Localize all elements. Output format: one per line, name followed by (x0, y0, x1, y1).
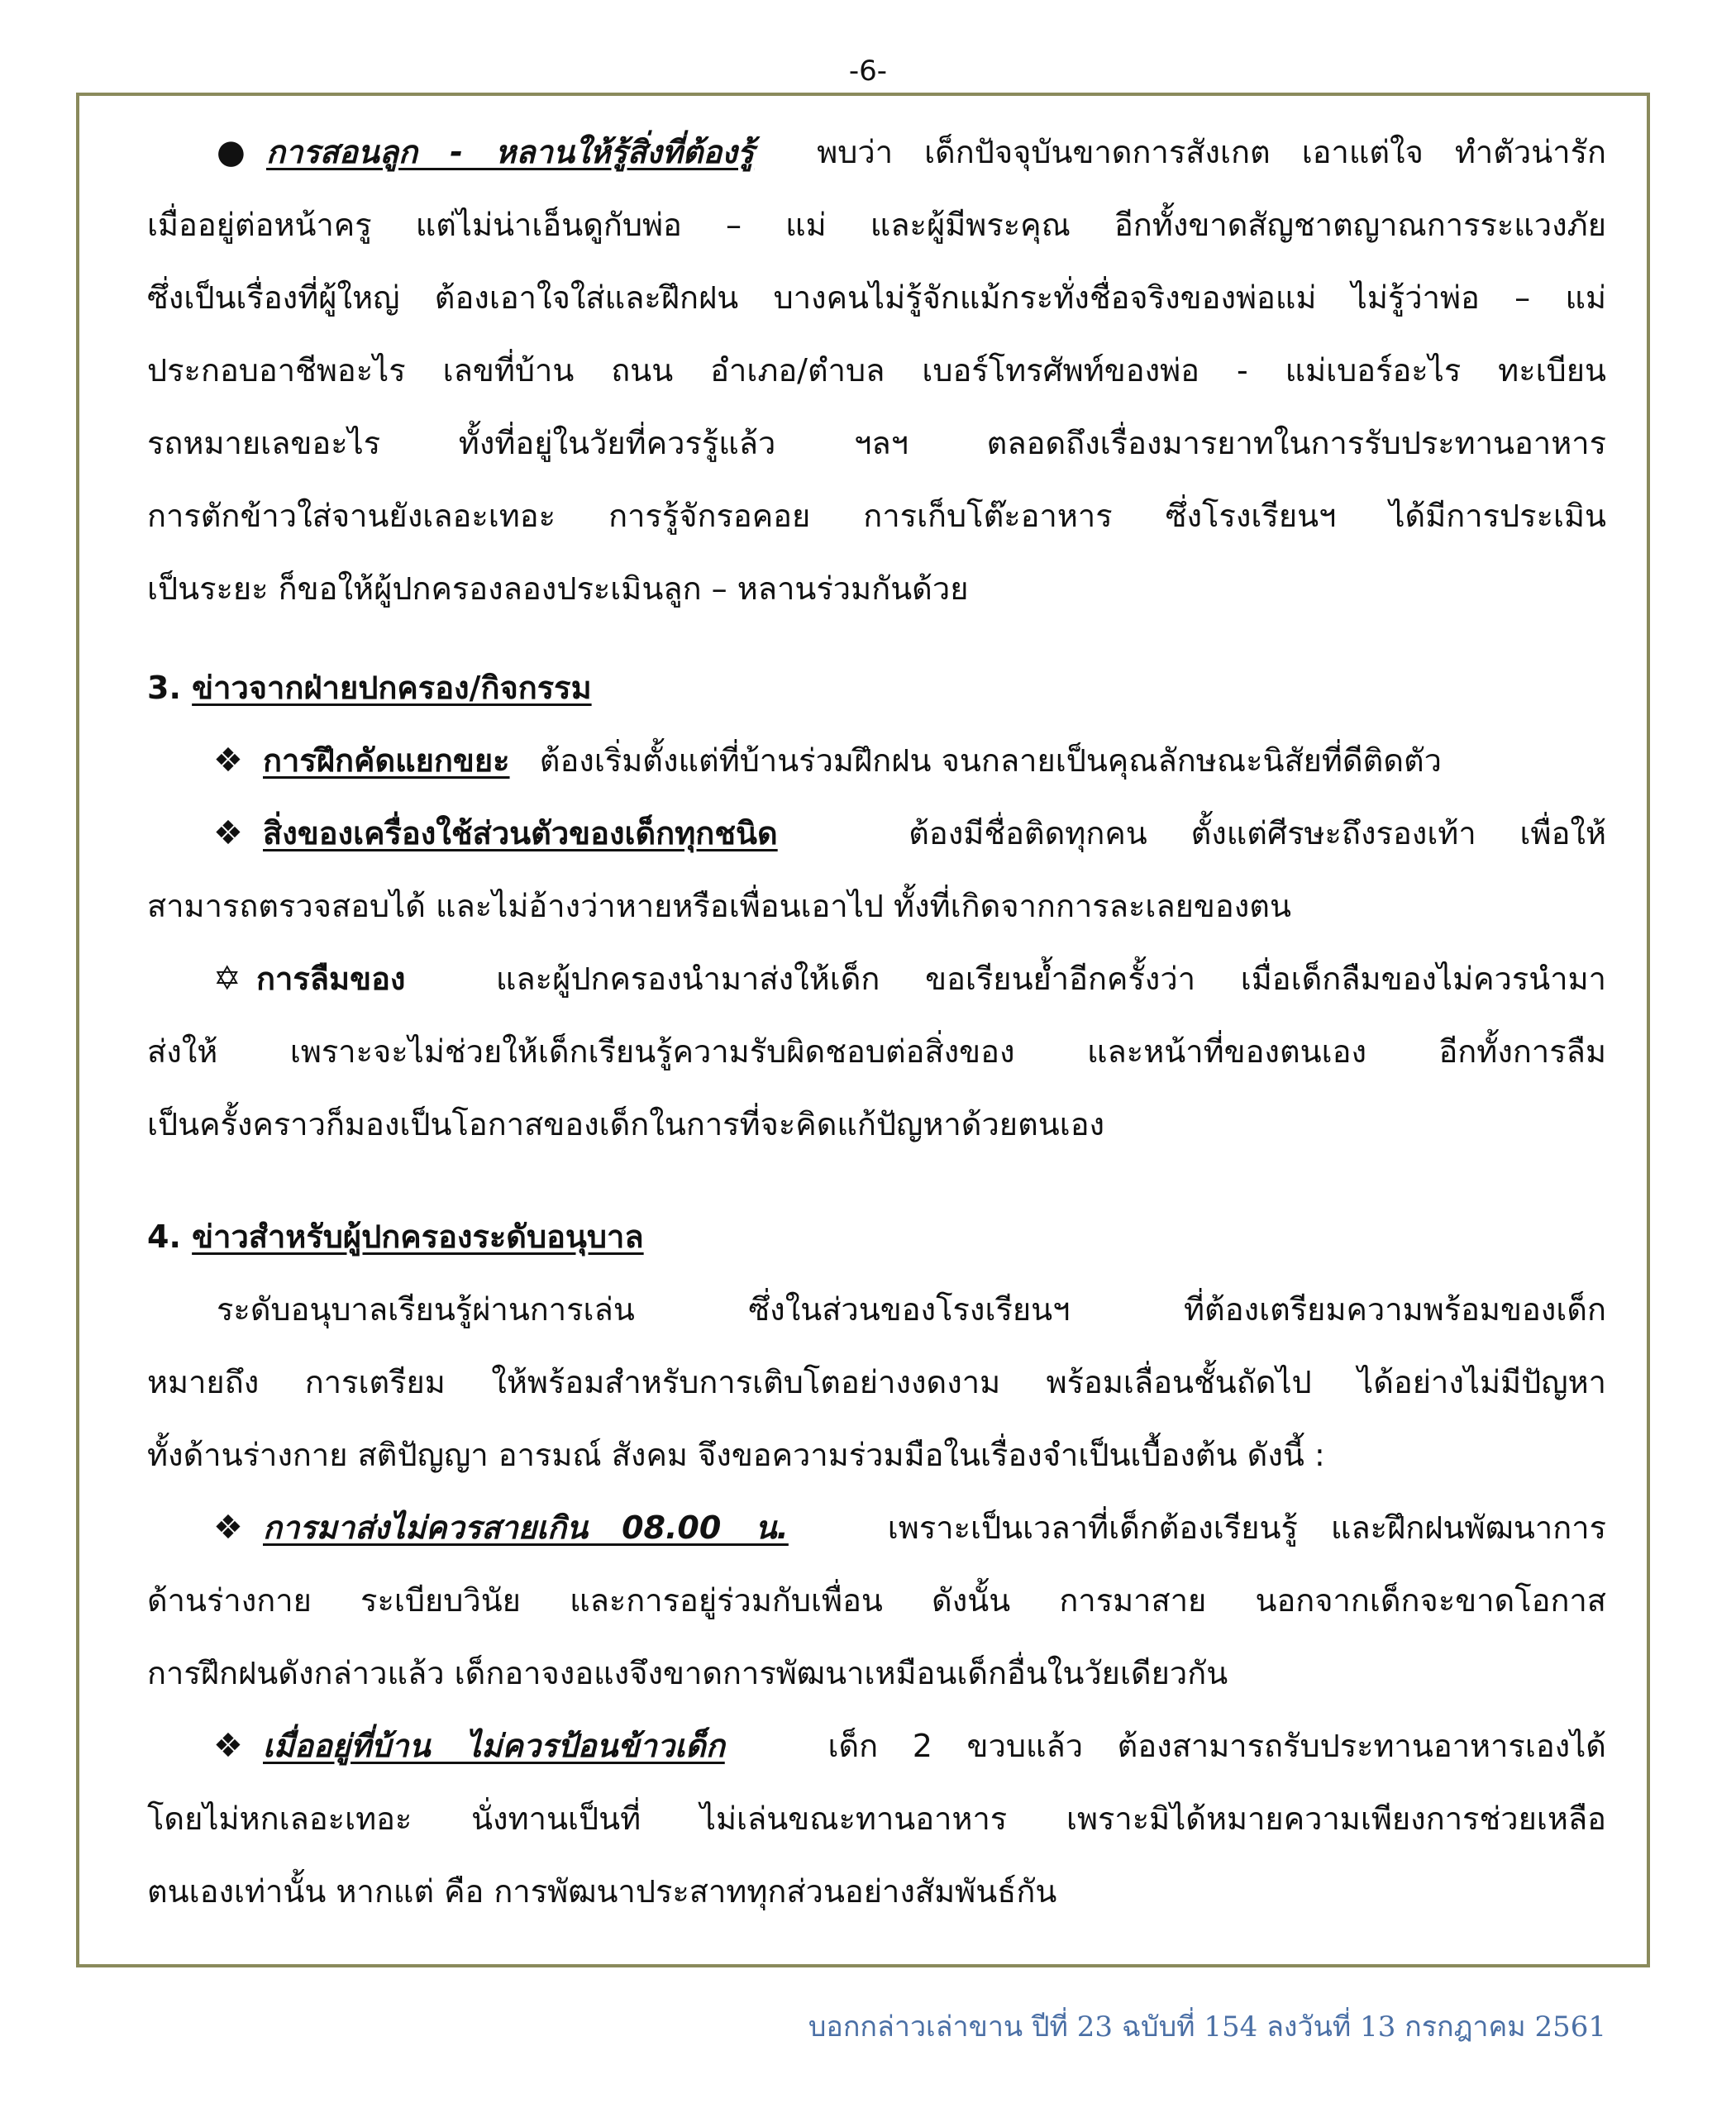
section-4-item-1-line-2: ด้านร่างกาย ระเบียบวินัย และการอยู่ร่วมกับเพื่อน ดังนั้น การมาสาย นอกจากเด็กจะขาดโอกาส (147, 1582, 1606, 1619)
star-of-david-icon: ✡ (213, 960, 241, 998)
section-3-item-3-line-2: ส่งให้ เพราะจะไม่ช่วยให้เด็กเรียนรู้ความรับผิดชอบต่อสิ่งของ และหน้าที่ของตนเอง อีกทั้งการลืม (147, 1033, 1606, 1070)
section-4-item-2-line-3: ตนเองเท่านั้น หากแต่ คือ การพัฒนาประสาททุกส่วนอย่างสัมพันธ์กัน (147, 1873, 1057, 1910)
section-4-item-1-line-3: การฝึกฝนดังกล่าวแล้ว เด็กอาจงอแงจึงขาดการพัฒนาเหมือนเด็กอื่นในวัยเดียวกัน (147, 1655, 1228, 1691)
section-3-item-2-line-1: ❖ สิ่งของเครื่องใช้ส่วนตัวของเด็กทุกชนิด ต้องมีชื่อติดทุกคน ตั้งแต่ศีรษะถึงรองเท้า เพื่อให้ (213, 812, 1606, 855)
teach-paragraph-line-7: เป็นระยะ ก็ขอให้ผู้ปกครองลองประเมินลูก – หลานร่วมกันด้วย (147, 570, 969, 607)
page-number: -6- (848, 55, 888, 88)
diamond-bullet-icon: ❖ (213, 1727, 243, 1765)
teach-paragraph-line-3: ซึ่งเป็นเรื่องที่ผู้ใหญ่ ต้องเอาใจใส่และฝึกฝน บางคนไม่รู้จักแม้กระทั่งชื่อจริงของพ่อแม่ ไม่รู้ว่าพ่อ – แม่ (147, 279, 1606, 316)
section-4-intro-line-1: ระดับอนุบาลเรียนรู้ผ่านการเล่น ซึ่งในส่วนของโรงเรียนฯ ที่ต้องเตรียมความพร้อมของเด็ก (217, 1291, 1606, 1328)
teach-paragraph-line-2: เมื่ออยู่ต่อหน้าครู แต่ไม่น่าเอ็นดูกับพ่อ – แม่ และผู้มีพระคุณ อีกทั้งขาดสัญชาตญาณการระแวงภัย (147, 207, 1606, 243)
section-4-item-2-line-2: โดยไม่หกเลอะเทอะ นั่งทานเป็นที่ ไม่เล่นขณะทานอาหาร เพราะมิได้หมายความเพียงการช่วยเหลือ (147, 1800, 1606, 1837)
section-3-heading: 3. ข่าวจากฝ่ายปกครอง/กิจกรรม (147, 670, 592, 706)
section-4-item-1-line-1: ❖ การมาส่งไม่ควรสายเกิน 08.00 น. เพราะเป็นเวลาที่เด็กต้องเรียนรู้ และฝึกฝนพัฒนาการ (213, 1506, 1606, 1549)
teach-paragraph-line-1: ● การสอนลูก - หลานให้รู้สิ่งที่ต้องรู้ พบว่า เด็กปัจจุบันขาดการสังเกต เอาแต่ใจ ทำตัวน่ารัก (217, 131, 1606, 174)
teach-paragraph-line-5: รถหมายเลขอะไร ทั้งที่อยู่ในวัยที่ควรรู้แล้ว ฯลฯ ตลอดถึงเรื่องมารยาทในการรับประทานอาหาร (147, 425, 1606, 461)
diamond-bullet-icon: ❖ (213, 1509, 243, 1547)
section-3-item-3-line-1: ✡ การลืมของ และผู้ปกครองนำมาส่งให้เด็ก ขอเรียนย้ำอีกครั้งว่า เมื่อเด็กลืมของไม่ควรนำมา (213, 957, 1606, 1000)
footer-issue-info: บอกกล่าวเล่าขาน ปีที่ 23 ฉบับที่ 154 ลงวันที่ 13 กรกฎาคม 2561 (808, 2010, 1606, 2044)
teach-paragraph-line-4: ประกอบอาชีพอะไร เลขที่บ้าน ถนน อำเภอ/ตำบล เบอร์โทรศัพท์ของพ่อ - แม่เบอร์อะไร ทะเบียน (147, 352, 1606, 389)
diamond-bullet-icon: ❖ (213, 742, 243, 780)
section-4-intro-line-2: หมายถึง การเตรียม ให้พร้อมสำหรับการเติบโตอย่างงดงาม พร้อมเลื่อนชั้นถัดไป ได้อย่างไม่มีปัญหา (147, 1364, 1606, 1400)
teach-title: การสอนลูก - หลานให้รู้สิ่งที่ต้องรู้ (266, 134, 755, 170)
diamond-bullet-icon: ❖ (213, 814, 243, 852)
section-4-intro-line-3: ทั้งด้านร่างกาย สติปัญญา อารมณ์ สังคม จึงขอความร่วมมือในเรื่องจำเป็นเบื้องต้น ดังนี้ : (147, 1437, 1325, 1473)
teach-paragraph-line-6: การตักข้าวใส่จานยังเลอะเทอะ การรู้จักรอคอย การเก็บโต๊ะอาหาร ซึ่งโรงเรียนฯ ได้มีการประเมิน (147, 498, 1606, 534)
section-4-heading: 4. ข่าวสำหรับผู้ปกครองระดับอนุบาล (147, 1219, 644, 1255)
section-3-item-3-line-3: เป็นครั้งคราวก็มองเป็นโอกาสของเด็กในการที่จะคิดแก้ปัญหาด้วยตนเอง (147, 1106, 1105, 1142)
section-4-title: ข่าวสำหรับผู้ปกครองระดับอนุบาล (192, 1219, 644, 1255)
section-3-title: ข่าวจากฝ่ายปกครอง/กิจกรรม (192, 670, 592, 706)
section-4-item-2-line-1: ❖ เมื่ออยู่ที่บ้าน ไม่ควรป้อนข้าวเด็ก เด็ก 2 ขวบแล้ว ต้องสามารถรับประทานอาหารเองได้ (213, 1724, 1606, 1767)
section-3-item-1: ❖ การฝึกคัดแยกขยะ ต้องเริ่มตั้งแต่ที่บ้านร่วมฝึกฝน จนกลายเป็นคุณลักษณะนิสัยที่ดีติดตัว (213, 739, 1603, 782)
section-3-item-2-line-2: สามารถตรวจสอบได้ และไม่อ้างว่าหายหรือเพื่อนเอาไป ทั้งที่เกิดจากการละเลยของตน (147, 888, 1291, 924)
bullet-icon: ● (217, 133, 246, 171)
